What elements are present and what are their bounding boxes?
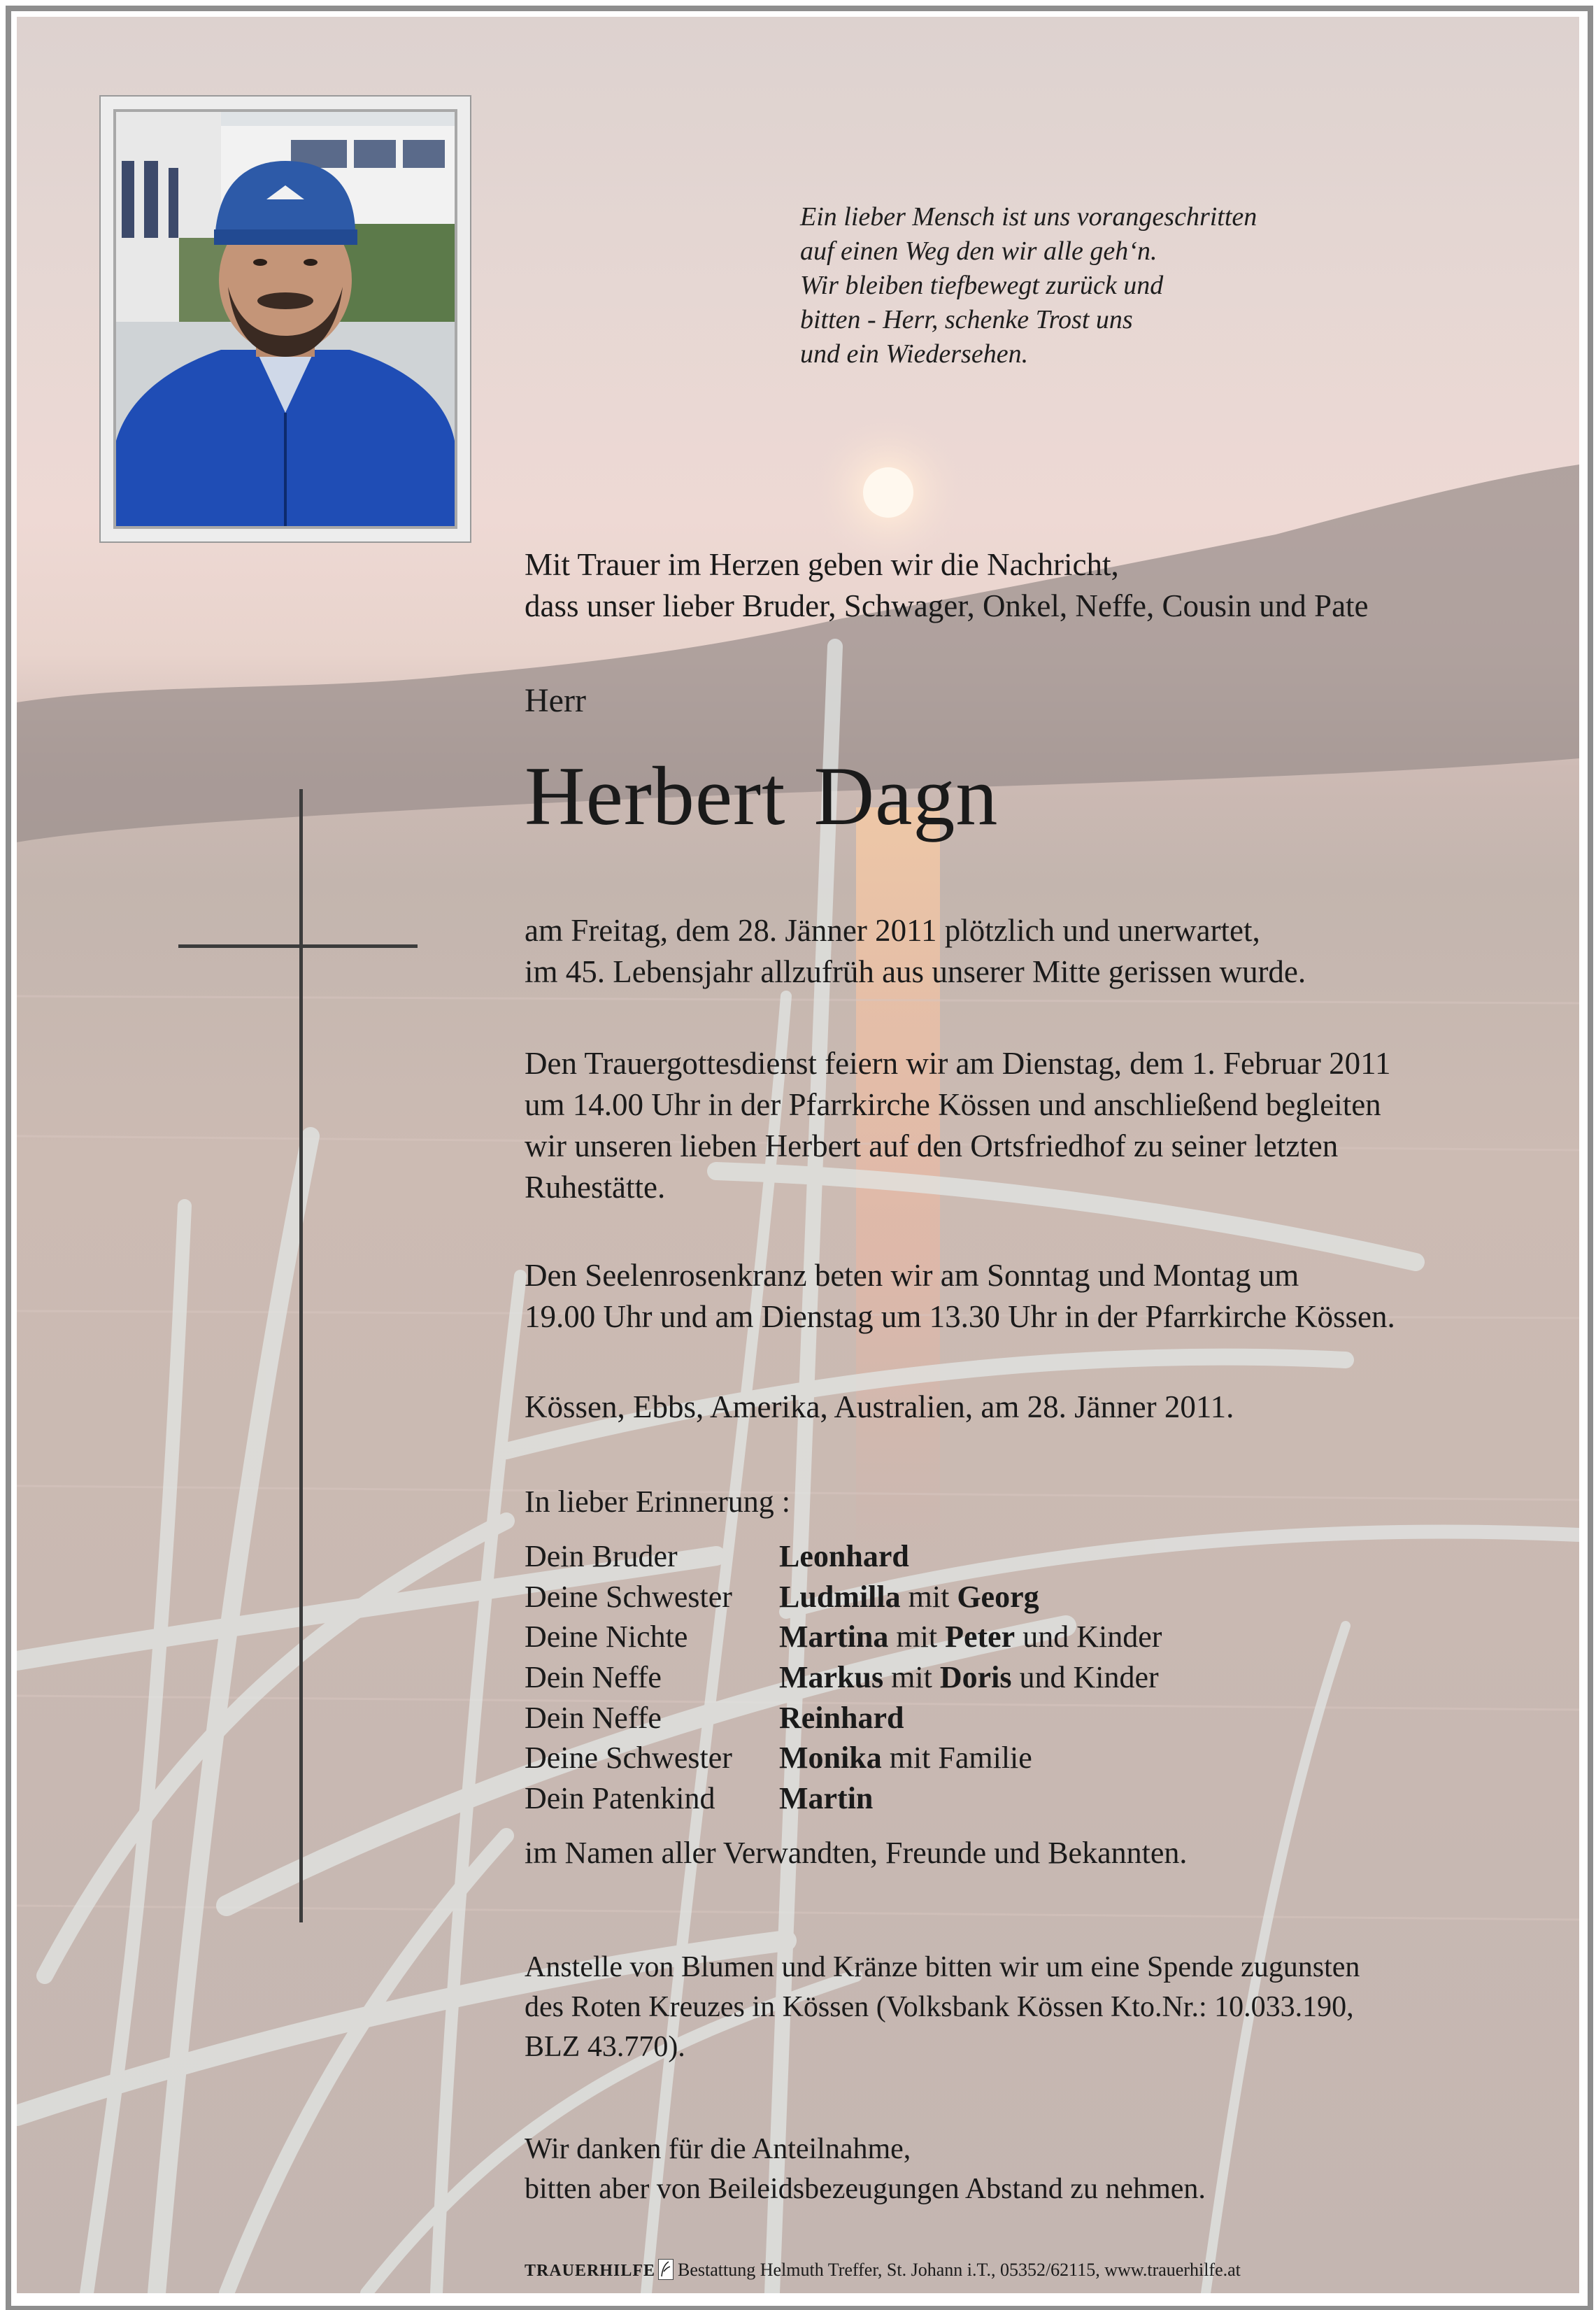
intro-text (525, 544, 1369, 627)
poem-line: Wir bleiben tiefbewegt zurück und (800, 271, 1164, 300)
relative-name: Markus (779, 1660, 884, 1695)
trauerhilfe-logo-icon (658, 2259, 674, 2286)
deceased-title: Herr (525, 682, 586, 719)
death-notice (525, 910, 1306, 993)
relative-names (779, 1778, 873, 1819)
relative-relation: Deine Nichte (525, 1620, 688, 1654)
relative-connector: mit Familie (881, 1741, 1032, 1776)
relative-name: Ludmilla (779, 1579, 901, 1614)
relative-name: Georg (957, 1579, 1039, 1614)
intro-line: dass unser lieber Bruder, Schwager, Onkel, Neffe, Cousin und Pate (525, 588, 1369, 623)
rosary-notice (525, 1255, 1395, 1338)
relative-names (779, 1698, 904, 1738)
portrait-photo (113, 109, 457, 529)
cross-icon (299, 789, 303, 1922)
footer (525, 2258, 1241, 2286)
relative-name: Peter (945, 1620, 1016, 1654)
relative-connector: mit (900, 1579, 957, 1614)
footer-brand: TRAUERHILFE (525, 2262, 656, 2280)
relative-connector: und Kinder (1011, 1660, 1159, 1695)
funeral-mass-line: wir unseren lieben Herbert auf den Ortsfriedhof zu seiner letzten (525, 1128, 1339, 1163)
funeral-mass-line: Den Trauergottesdienst feiern wir am Dienstag, dem 1. Februar 2011 (525, 1046, 1391, 1081)
rosary-line: Den Seelenrosenkranz beten wir am Sonntag und Montag um (525, 1258, 1299, 1293)
relative-relation: Dein Neffe (525, 1700, 662, 1735)
deceased-last-name: Dagn (813, 749, 999, 842)
relative-name: Leonhard (779, 1539, 909, 1573)
death-notice-line: am Freitag, dem 28. Jänner 2011 plötzlich und unerwartet, (525, 913, 1260, 948)
poem-line: auf einen Weg den wir alle geh‘n. (800, 236, 1157, 266)
relative-relation: Dein Patenkind (525, 1781, 715, 1816)
donation-line: des Roten Kreuzes in Kössen (Volksbank Kössen Kto.Nr.: 10.033.190, (525, 1991, 1354, 2023)
funeral-mass-notice (525, 1043, 1391, 1208)
portrait-photo-frame (99, 95, 471, 543)
memory-heading: In lieber Erinnerung : (525, 1485, 790, 1519)
intro-line: Mit Trauer im Herzen geben wir die Nachricht, (525, 547, 1119, 582)
relative-names (779, 1738, 1032, 1778)
donation-line: BLZ 43.770). (525, 2031, 685, 2063)
poem-line: Ein lieber Mensch ist uns vorangeschritten (800, 202, 1257, 232)
relative-relation: Dein Bruder (525, 1539, 678, 1573)
relative-name: Reinhard (779, 1700, 904, 1735)
thanks-line: bitten aber von Beileidsbezeugungen Abstand zu nehmen. (525, 2173, 1206, 2205)
relative-relation: Deine Schwester (525, 1741, 732, 1776)
funeral-mass-line: um 14.00 Uhr in der Pfarrkirche Kössen und anschließend begleiten (525, 1087, 1381, 1122)
funeral-mass-line: Ruhestätte. (525, 1170, 666, 1205)
poem-line: bitten - Herr, schenke Trost uns (800, 305, 1133, 334)
rosary-line: 19.00 Uhr und am Dienstag um 13.30 Uhr in der Pfarrkirche Kössen. (525, 1299, 1395, 1334)
thanks-text (525, 2130, 1206, 2209)
relative-name: Martin (779, 1781, 874, 1816)
footer-text: Bestattung Helmuth Treffer, St. Johann i.T., 05352/62115, www.trauerhilfe.at (678, 2260, 1241, 2280)
relative-names (779, 1536, 909, 1577)
death-notice-line: im 45. Lebensjahr allzufrüh aus unserer Mitte gerissen wurde. (525, 954, 1306, 989)
relative-name: Martina (779, 1620, 889, 1654)
relative-name: Doris (939, 1660, 1012, 1695)
relative-connector: und Kinder (1015, 1620, 1162, 1654)
relative-relation: Dein Neffe (525, 1660, 662, 1695)
closing-line: im Namen aller Verwandten, Freunde und Bekannten. (525, 1836, 1188, 1870)
relative-name: Monika (779, 1741, 882, 1776)
relative-names (779, 1617, 1162, 1657)
cross-icon-bar (178, 944, 418, 948)
memorial-poem (800, 200, 1430, 371)
deceased-name (525, 747, 998, 845)
thanks-line: Wir danken für die Anteilnahme, (525, 2133, 911, 2165)
relative-connector: mit (883, 1660, 940, 1695)
poem-line: und ein Wiedersehen. (800, 339, 1029, 369)
relative-connector: mit (888, 1620, 946, 1654)
relative-names (779, 1657, 1159, 1698)
deceased-first-name: Herbert (525, 749, 786, 842)
donation-request (525, 1948, 1360, 2067)
donation-line: Anstelle von Blumen und Kränze bitten wir um eine Spende zugunsten (525, 1951, 1360, 1983)
place-and-date: Kössen, Ebbs, Amerika, Australien, am 28. Jänner 2011. (525, 1389, 1234, 1424)
relative-relation: Deine Schwester (525, 1579, 732, 1614)
relative-names (779, 1577, 1039, 1617)
